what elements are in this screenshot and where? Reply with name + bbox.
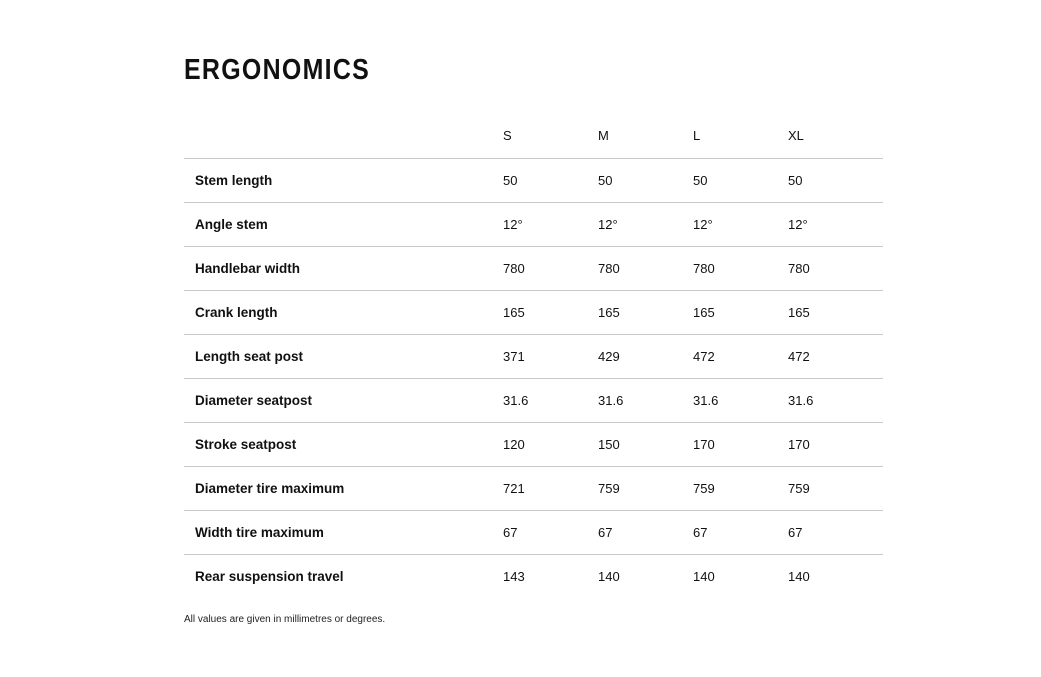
table-row [184,423,883,467]
row-value-m: 165 [598,291,693,335]
row-label: Diameter tire maximum [184,467,503,511]
row-value-m: 50 [598,159,693,203]
row-value-l: 140 [693,555,788,599]
row-value-l: 31.6 [693,379,788,423]
row-value-l: 472 [693,335,788,379]
row-value-xl: 472 [788,335,883,379]
row-label: Width tire maximum [184,511,503,555]
row-value-s: 67 [503,511,598,555]
table-row [184,159,883,203]
row-value-s: 143 [503,555,598,599]
row-value-m: 12° [598,203,693,247]
row-value-l: 50 [693,159,788,203]
table-row [184,511,883,555]
section-title: ERGONOMICS [184,54,371,86]
ergonomics-table [184,113,883,598]
row-value-l: 67 [693,511,788,555]
row-label: Stroke seatpost [184,423,503,467]
table-row [184,291,883,335]
row-value-s: 780 [503,247,598,291]
table-row [184,203,883,247]
row-label: Stem length [184,159,503,203]
size-header-m: M [598,128,609,143]
table-row [184,247,883,291]
row-label: Diameter seatpost [184,379,503,423]
row-value-m: 31.6 [598,379,693,423]
row-value-s: 371 [503,335,598,379]
row-value-l: 759 [693,467,788,511]
row-value-xl: 31.6 [788,379,883,423]
row-label: Length seat post [184,335,503,379]
row-value-xl: 140 [788,555,883,599]
row-value-xl: 67 [788,511,883,555]
table-row [184,335,883,379]
row-value-s: 12° [503,203,598,247]
row-label: Handlebar width [184,247,503,291]
row-value-s: 165 [503,291,598,335]
row-label: Crank length [184,291,503,335]
size-header-xl: XL [788,128,804,143]
size-header-row [184,113,883,159]
table-row [184,467,883,511]
row-value-xl: 170 [788,423,883,467]
size-header-s: S [503,128,512,143]
row-value-m: 759 [598,467,693,511]
table-row [184,379,883,423]
row-value-xl: 12° [788,203,883,247]
row-value-xl: 759 [788,467,883,511]
table-row [184,555,883,599]
header-label-cell [184,113,503,159]
row-value-s: 120 [503,423,598,467]
row-value-xl: 165 [788,291,883,335]
row-value-m: 140 [598,555,693,599]
row-value-m: 150 [598,423,693,467]
units-footnote: All values are given in millimetres or degrees. [184,614,386,625]
row-value-l: 780 [693,247,788,291]
row-value-m: 780 [598,247,693,291]
row-value-xl: 780 [788,247,883,291]
row-value-s: 50 [503,159,598,203]
row-value-m: 429 [598,335,693,379]
row-value-l: 12° [693,203,788,247]
row-value-xl: 50 [788,159,883,203]
row-value-s: 31.6 [503,379,598,423]
row-value-l: 165 [693,291,788,335]
row-value-s: 721 [503,467,598,511]
row-label: Rear suspension travel [184,555,503,599]
row-label: Angle stem [184,203,503,247]
row-value-l: 170 [693,423,788,467]
size-header-l: L [693,128,701,143]
row-value-m: 67 [598,511,693,555]
